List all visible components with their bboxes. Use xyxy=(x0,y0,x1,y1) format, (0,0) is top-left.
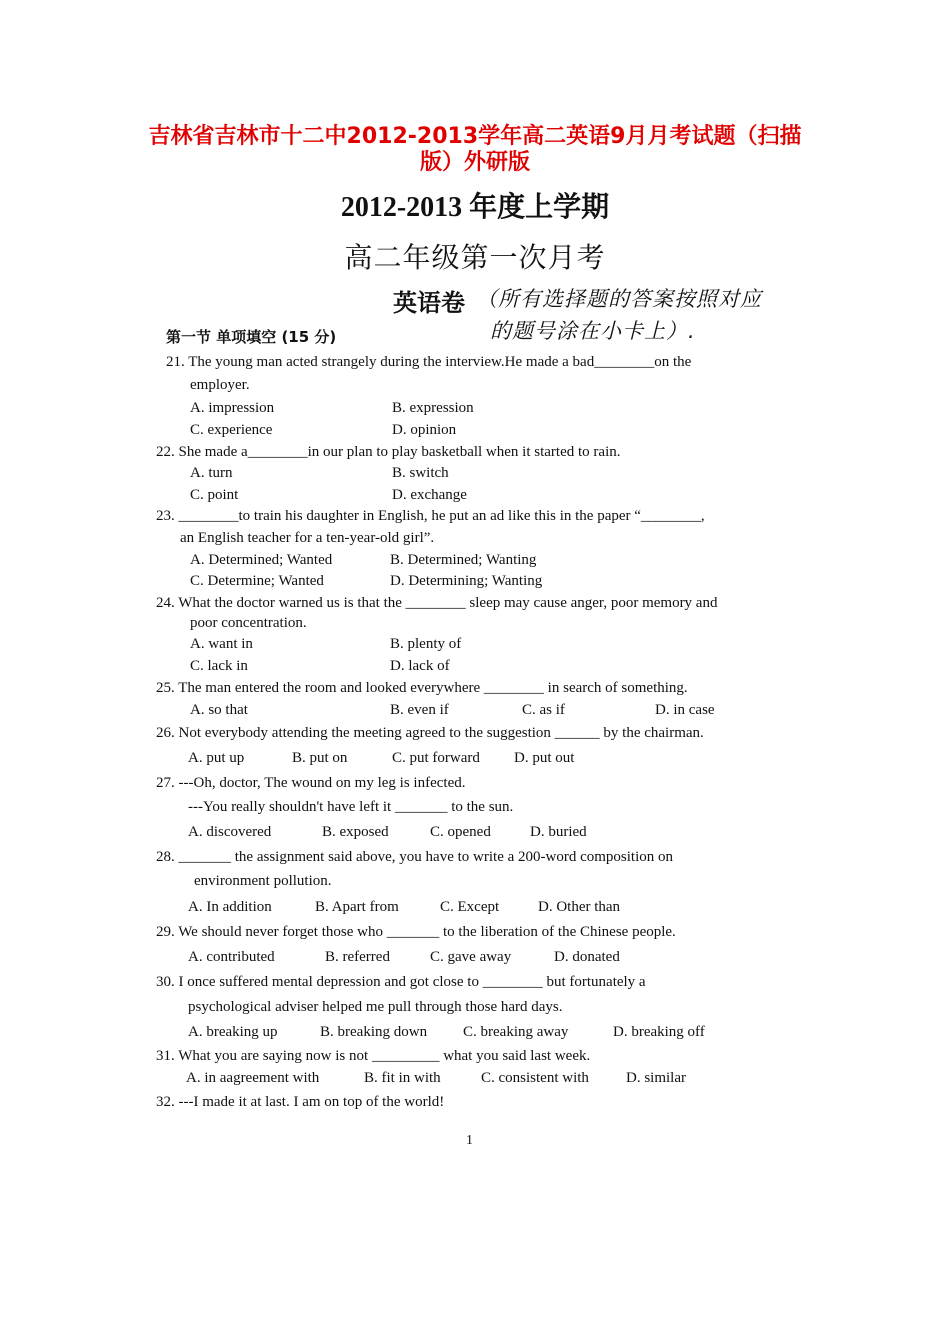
question-29: 29. We should never forget those who _______ to the liberation of the Chinese people. xyxy=(156,924,676,940)
question-30-continued: psychological adviser helped me pull through those hard days. xyxy=(188,999,563,1015)
q21-option-a: A. impression xyxy=(190,400,275,416)
question-27: 27. ---Oh, doctor, The wound on my leg is infected. xyxy=(156,775,466,791)
question-23: 23. ________to train his daughter in English, he put an ad like this in the paper “________, xyxy=(156,508,705,524)
q27-option-a: A. discovered xyxy=(188,824,272,840)
exam-name-heading: 高二年级第一次月考 xyxy=(344,243,606,274)
q21-option-d: D. opinion xyxy=(392,422,457,438)
question-28-continued: environment pollution. xyxy=(194,873,332,889)
q28-option-b: B. Apart from xyxy=(315,899,399,915)
q31-option-c: C. consistent with xyxy=(481,1070,589,1086)
q23-option-d: D. Determining; Wanting xyxy=(390,573,543,589)
q27-option-c: C. opened xyxy=(430,824,491,840)
q21-option-c: C. experience xyxy=(190,422,273,438)
document-title-line2: 版）外研版 xyxy=(419,150,530,175)
question-21-continued: employer. xyxy=(190,377,250,393)
q21-option-b: B. expression xyxy=(392,400,474,416)
q24-option-c: C. lack in xyxy=(190,658,248,674)
question-27-continued: ---You really shouldn't have left it _______ to the sun. xyxy=(188,799,514,815)
q28-option-a: A. In addition xyxy=(188,899,272,915)
question-25: 25. The man entered the room and looked everywhere ________ in search of something. xyxy=(156,680,688,696)
q26-option-b: B. put on xyxy=(292,750,348,766)
q30-option-d: D. breaking off xyxy=(613,1024,705,1040)
q29-option-b: B. referred xyxy=(325,949,390,965)
q28-option-d: D. Other than xyxy=(538,899,621,915)
q23-option-c: C. Determine; Wanted xyxy=(190,573,324,589)
q26-option-c: C. put forward xyxy=(392,750,480,766)
subject-label: 英语卷 xyxy=(393,291,465,317)
q27-option-b: B. exposed xyxy=(322,824,389,840)
question-24: 24. What the doctor warned us is that the ________ sleep may cause anger, poor memory and xyxy=(156,595,718,611)
q23-option-b: B. Determined; Wanting xyxy=(390,552,537,568)
q26-option-a: A. put up xyxy=(188,750,245,766)
q24-option-b: B. plenty of xyxy=(390,636,462,652)
exam-year-heading: 2012-2013 年度上学期 xyxy=(340,192,610,223)
q25-option-b: B. even if xyxy=(390,702,449,718)
q31-option-b: B. fit in with xyxy=(364,1070,441,1086)
question-31: 31. What you are saying now is not _________ what you said last week. xyxy=(156,1048,591,1064)
q30-option-a: A. breaking up xyxy=(188,1024,278,1040)
q22-option-c: C. point xyxy=(190,487,239,503)
q22-option-a: A. turn xyxy=(190,465,233,481)
q24-option-d: D. lack of xyxy=(390,658,450,674)
page-number: 1 xyxy=(466,1133,473,1148)
q22-option-b: B. switch xyxy=(392,465,449,481)
question-21: 21. The young man acted strangely during the interview.He made a bad________on the xyxy=(166,354,692,370)
question-30: 30. I once suffered mental depression and got close to ________ but fortunately a xyxy=(156,974,646,990)
q22-option-d: D. exchange xyxy=(392,487,467,503)
q29-option-d: D. donated xyxy=(554,949,620,965)
handwritten-note-line2: 的题号涂在小卡上）. xyxy=(490,319,696,343)
handwritten-note-line1: （所有选择题的答案按照对应 xyxy=(476,287,762,311)
q26-option-d: D. put out xyxy=(514,750,575,766)
q24-option-a: A. want in xyxy=(190,636,253,652)
question-28: 28. _______ the assignment said above, you have to write a 200-word composition on xyxy=(156,849,673,865)
q29-option-a: A. contributed xyxy=(188,949,275,965)
q29-option-c: C. gave away xyxy=(430,949,512,965)
question-32: 32. ---I made it at last. I am on top of the world! xyxy=(156,1094,445,1110)
question-26: 26. Not everybody attending the meeting agreed to the suggestion ______ by the chairman. xyxy=(156,725,704,741)
q25-option-c: C. as if xyxy=(522,702,565,718)
q27-option-d: D. buried xyxy=(530,824,587,840)
q23-option-a: A. Determined; Wanted xyxy=(190,552,333,568)
q30-option-c: C. breaking away xyxy=(463,1024,569,1040)
section-heading: 第一节 单项填空 (15 分) xyxy=(166,328,337,346)
question-24-continued: poor concentration. xyxy=(190,615,307,631)
q31-option-d: D. similar xyxy=(626,1070,686,1086)
q25-option-a: A. so that xyxy=(190,702,248,718)
q28-option-c: C. Except xyxy=(440,899,500,915)
q30-option-b: B. breaking down xyxy=(320,1024,428,1040)
question-23-continued: an English teacher for a ten-year-old girl”. xyxy=(180,530,435,546)
question-22: 22. She made a________in our plan to play basketball when it started to rain. xyxy=(156,444,621,460)
q25-option-d: D. in case xyxy=(655,702,715,718)
document-title-line1: 吉林省吉林市十二中2012-2013学年高二英语9月月考试题（扫描 xyxy=(148,124,802,149)
q31-option-a: A. in aagreement with xyxy=(186,1070,320,1086)
